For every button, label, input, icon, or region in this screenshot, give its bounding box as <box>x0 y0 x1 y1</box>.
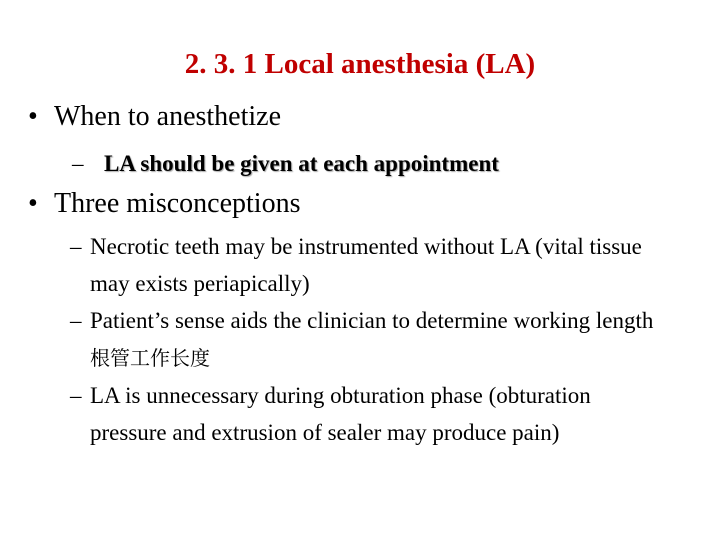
misconception-item-obturation <box>70 377 670 451</box>
dash-marker: – <box>70 383 82 408</box>
misconception-item-patient-sense <box>70 302 670 377</box>
misconception-item-necrotic-teeth <box>70 228 670 302</box>
dash-marker: – <box>70 234 82 259</box>
sub-item-text: LA should be given at each appointment <box>104 151 499 176</box>
bullet-marker: • <box>28 101 38 132</box>
bullet-marker: • <box>28 188 38 219</box>
sub-item-cjk-text: 根管工作长度 <box>90 346 210 370</box>
dash-marker: – <box>70 308 82 333</box>
sub-item-la-each-appointment <box>72 145 499 182</box>
sub-item-text: Patient’s sense aids the clinician to determine working length <box>90 308 654 333</box>
bullet-three-misconceptions <box>28 188 300 220</box>
misconception-list <box>70 228 670 451</box>
bullet-text: When to anesthetize <box>54 101 282 132</box>
bullet-when-to-anesthetize <box>28 101 281 133</box>
sub-item-text: Necrotic teeth may be instrumented without LA (vital tissue may exists periapically) <box>90 234 642 296</box>
slide-title: 2. 3. 1 Local anesthesia (LA) <box>184 48 536 80</box>
sub-item-text: LA is unnecessary during obturation phase (obturation pressure and extrusion of sealer may produce pain) <box>90 383 591 445</box>
bullet-text: Three misconceptions <box>54 188 301 219</box>
dash-marker: – <box>72 151 84 176</box>
sub-item-text-wrapper <box>70 302 670 377</box>
